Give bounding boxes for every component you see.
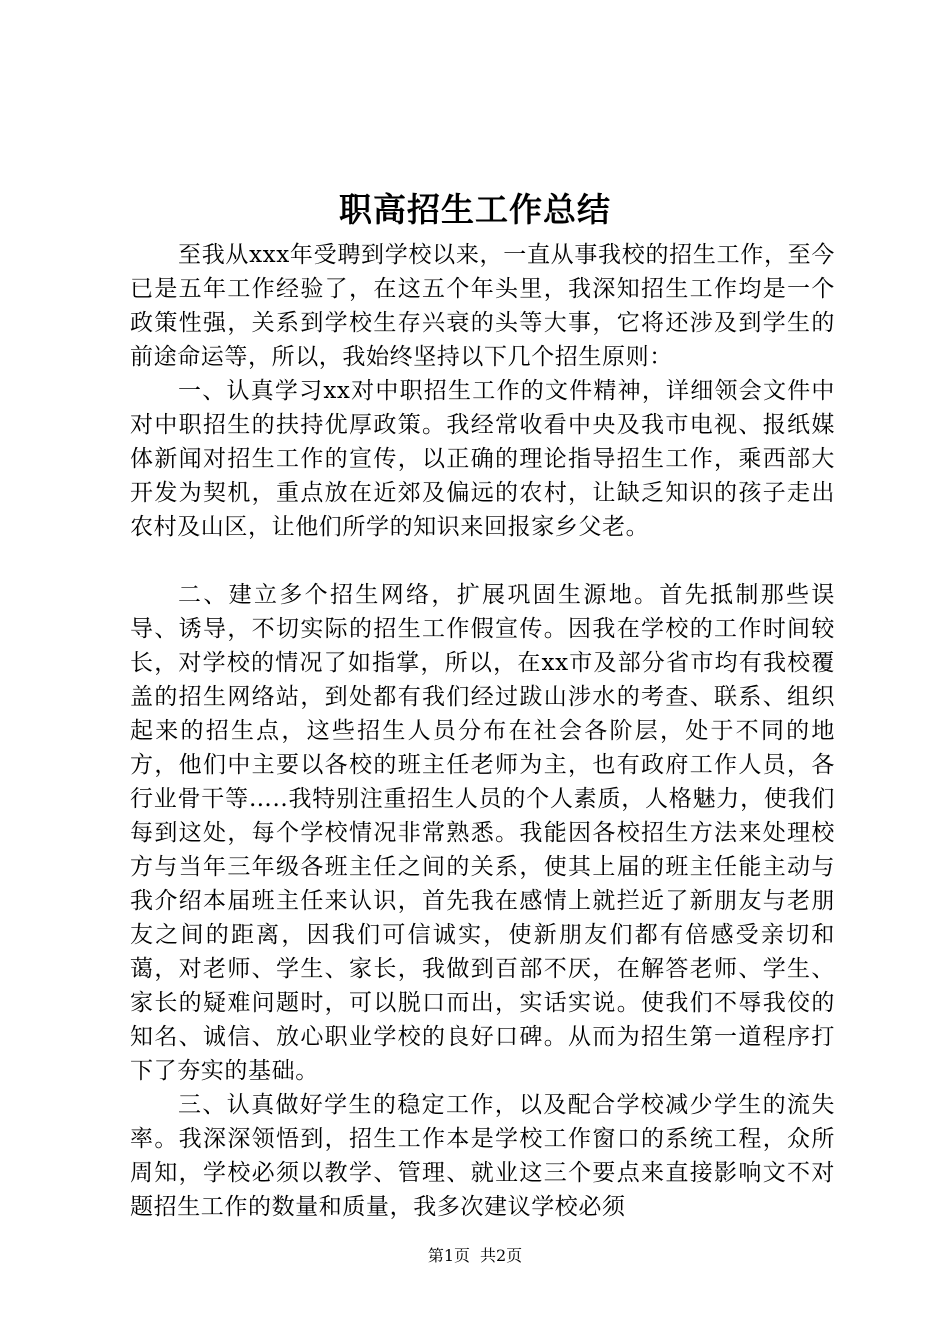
document-body [130, 238, 835, 1224]
page-total: 共2页 [480, 1246, 523, 1265]
page-number: 第1页 [427, 1246, 470, 1265]
paragraph-intro: 至我从xxx年受聘到学校以来，一直从事我校的招生工作，至今已是五年工作经验了，在这五个年头里，我深知招生工作均是一个政策性强，关系到学校生存兴衰的头等大事，它将还涉及到学生的前途命运等，所以，我始终坚持以下几个招生原则： [130, 242, 835, 370]
document-title: 职高招生工作总结 [339, 190, 611, 229]
page-footer [0, 1243, 950, 1266]
paragraph-principle-2: 二、建立多个招生网络，扩展巩固生源地。首先抵制那些误导、诱导，不切实际的招生工作假宣传。因我在学校的工作时间较长，对学校的情况了如指掌，所以，在xx市及部分省市均有我校覆盖的招生网络站，到处都有我们经过跋山涉水的考查、联系、组织起来的招生点，这些招生人员分布在社会各阶层，处于不同的地方，他们中主要以各校的班主任老师为主，也有政府工作人员，各行业骨干等…..我特别注重招生人员的个人素质，人格魅力，使我们每到这处，每个学校情况非常熟悉。我能因各校招生方法来处理校方与当年三年级各班主任之间的关系，使其上届的班主任能主动与我介绍本届班主任来认识，首先我在感情上就拦近了新朋友与老朋友之间的距离，因我们可信诚实，使新朋友们都有倍感受亲切和蔼，对老师、学生、家长，我做到百部不厌，在解答老师、学生、家长的疑难问题时，可以脱口而出，实话实说。使我们不辱我佼的知名、诚信、放心职业学校的良好口碑。从而为招生第一道程序打下了夯实的基础。 [130, 582, 835, 1084]
paragraph-principle-1: 一、认真学习xx对中职招生工作的文件精神，详细领会文件中对中职招生的扶持优厚政策。我经常收看中央及我市电视、报纸媒体新闻对招生工作的宣传，以正确的理论指导招生工作，乘西部大开发为契机，重点放在近郊及偏远的农村，让缺乏知识的孩子走出农村及山区，让他们所学的知识来回报家乡父老。 [130, 378, 835, 540]
paragraph-principle-3: 三、认真做好学生的稳定工作，以及配合学校减少学生的流失率。我深深领悟到，招生工作本是学校工作窗口的系统工程，众所周知，学校必须以教学、管理、就业这三个要点来直接影响文不对题招生工作的数量和质量，我多次建议学校必须 [130, 1092, 835, 1220]
